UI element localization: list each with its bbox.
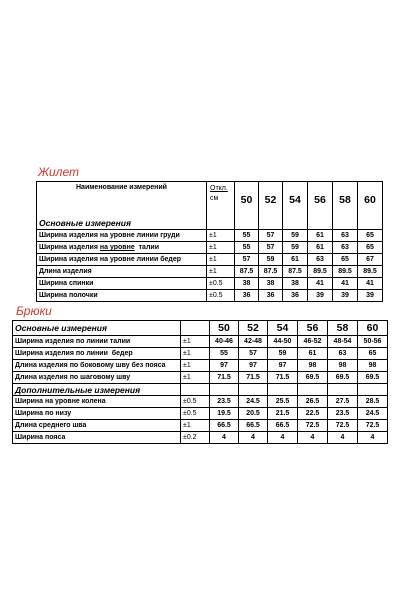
trousers-main-row-value: 71.5 [210, 372, 239, 384]
trousers-main-row-value: 44-50 [268, 336, 298, 348]
vest-row-value: 65 [333, 254, 358, 266]
vest-row-name-part: талии [134, 244, 159, 251]
trousers-extra-row-value: 22.5 [298, 408, 328, 420]
vest-group-cell [333, 217, 358, 230]
trousers-extra-row-name [13, 408, 181, 420]
vest-row [37, 278, 383, 290]
trousers-main-row-value: 69.5 [298, 372, 328, 384]
trousers-main-row-value: 71.5 [239, 372, 268, 384]
trousers-extra-row-tolerance: ±1 [181, 420, 210, 432]
trousers-extra-group-row [13, 384, 388, 396]
trousers-main-row [13, 360, 388, 372]
trousers-extra-group-cell [298, 384, 328, 396]
trousers-extra-row-value: 21.5 [268, 408, 298, 420]
vest-row-value: 55 [235, 242, 259, 254]
trousers-main-row-value: 69.5 [328, 372, 358, 384]
vest-row-value: 41 [358, 278, 383, 290]
trousers-group-label: Основные измерения [13, 321, 181, 336]
vest-header-size: 56 [308, 182, 333, 218]
trousers-extra-row-value: 66.5 [210, 420, 239, 432]
trousers-extra-row-value: 72.5 [358, 420, 388, 432]
trousers-main-row-name-part: Длина изделия по шаговому шву [15, 374, 131, 381]
vest-row [37, 290, 383, 302]
trousers-main-row-value: 40-46 [210, 336, 239, 348]
vest-row-value: 57 [259, 242, 283, 254]
vest-header-size: 58 [333, 182, 358, 218]
vest-group-cell [207, 217, 235, 230]
vest-group-cell [358, 217, 383, 230]
trousers-extra-row-value: 23.5 [210, 396, 239, 408]
trousers-extra-row-value: 19.5 [210, 408, 239, 420]
trousers-main-row-name [13, 360, 181, 372]
trousers-extra-row-value: 4 [328, 432, 358, 444]
trousers-main-row-tolerance: ±1 [181, 360, 210, 372]
vest-row [37, 242, 383, 254]
vest-row-value: 59 [283, 242, 308, 254]
trousers-extra-row-tolerance: ±0.5 [181, 396, 210, 408]
vest-header-size: 54 [283, 182, 308, 218]
vest-row-name-part: Длина изделия [39, 268, 92, 275]
trousers-main-row-value: 71.5 [268, 372, 298, 384]
trousers-extra-group-label: Дополнительные измерения [13, 384, 181, 396]
trousers-header-size: 52 [239, 321, 268, 336]
vest-header-size: 50 [235, 182, 259, 218]
trousers-extra-group-cell [328, 384, 358, 396]
trousers-extra-row-name [13, 432, 181, 444]
vest-header-size: 60 [358, 182, 383, 218]
trousers-table [12, 320, 388, 444]
trousers-extra-row-name-part: Ширина на уровне колена [15, 398, 106, 405]
vest-row [37, 266, 383, 278]
vest-row-value: 36 [259, 290, 283, 302]
trousers-header-size: 54 [268, 321, 298, 336]
trousers-main-row-value: 65 [358, 348, 388, 360]
vest-row-value: 65 [358, 242, 383, 254]
vest-row-name-part: на уровне [99, 244, 135, 251]
vest-row-value: 89.5 [308, 266, 333, 278]
trousers-main-row-value: 63 [328, 348, 358, 360]
vest-row-value: 38 [235, 278, 259, 290]
trousers-main-row-name [13, 336, 181, 348]
trousers-main-row-value: 97 [268, 360, 298, 372]
trousers-extra-row-value: 4 [268, 432, 298, 444]
trousers-main-row-value: 97 [239, 360, 268, 372]
trousers-extra-row-value: 72.5 [328, 420, 358, 432]
vest-row-tolerance: ±1 [207, 230, 235, 242]
trousers-extra-row-tolerance: ±0.5 [181, 408, 210, 420]
vest-row [37, 254, 383, 266]
vest-group-row [37, 217, 383, 230]
vest-row-name [37, 254, 207, 266]
trousers-extra-row-value: 23.5 [328, 408, 358, 420]
trousers-extra-row-tolerance: ±0.2 [181, 432, 210, 444]
vest-header-row [37, 182, 383, 218]
vest-row [37, 230, 383, 242]
trousers-main-row-value: 55 [210, 348, 239, 360]
vest-row-value: 61 [283, 254, 308, 266]
trousers-extra-row [13, 420, 388, 432]
trousers-extra-row-value: 4 [239, 432, 268, 444]
vest-group-cell [283, 217, 308, 230]
trousers-extra-row-value: 4 [298, 432, 328, 444]
trousers-main-row [13, 372, 388, 384]
trousers-extra-group-cell [358, 384, 388, 396]
trousers-extra-row-name-part: Ширина пояса [15, 434, 66, 441]
vest-row-value: 65 [358, 230, 383, 242]
vest-row-name [37, 242, 207, 254]
trousers-main-row-value: 48-54 [328, 336, 358, 348]
trousers-header-size: 50 [210, 321, 239, 336]
trousers-header-row [13, 321, 388, 336]
vest-row-name-part: Ширина изделия на уровне линии груди [39, 232, 180, 239]
trousers-main-row-tolerance: ±1 [181, 348, 210, 360]
trousers-main-row-value: 50-56 [358, 336, 388, 348]
trousers-main-row-name-part: Ширина изделия по линии бедер [15, 350, 133, 357]
trousers-extra-row [13, 396, 388, 408]
vest-row-value: 41 [333, 278, 358, 290]
trousers-extra-group-cell [268, 384, 298, 396]
trousers-extra-group-cell [181, 384, 210, 396]
trousers-extra-row-value: 66.5 [239, 420, 268, 432]
vest-row-name-part: Ширина изделия на уровне линии бедер [39, 256, 182, 263]
trousers-main-row [13, 348, 388, 360]
trousers-extra-row [13, 432, 388, 444]
trousers-extra-row-value: 72.5 [298, 420, 328, 432]
vest-row-value: 57 [235, 254, 259, 266]
trousers-header-size: 56 [298, 321, 328, 336]
vest-row-name [37, 278, 207, 290]
trousers-extra-row-value: 24.5 [239, 396, 268, 408]
trousers-extra-row-value: 20.5 [239, 408, 268, 420]
trousers-main-row-value: 57 [239, 348, 268, 360]
trousers-header-size: 58 [328, 321, 358, 336]
vest-group-label: Основные измерения [37, 217, 207, 230]
trousers-main-row [13, 336, 388, 348]
trousers-main-row-tolerance: ±1 [181, 336, 210, 348]
vest-row-value: 63 [308, 254, 333, 266]
trousers-main-row-value: 46-52 [298, 336, 328, 348]
trousers-extra-row-name [13, 396, 181, 408]
trousers-extra-row-value: 4 [358, 432, 388, 444]
trousers-main-row-value: 98 [328, 360, 358, 372]
vest-row-value: 41 [308, 278, 333, 290]
trousers-title: Брюки [16, 304, 52, 318]
trousers-extra-row [13, 408, 388, 420]
vest-row-name [37, 290, 207, 302]
vest-group-cell [259, 217, 283, 230]
vest-header-name: Наименование измерений [37, 182, 207, 218]
trousers-extra-row-value: 28.5 [358, 396, 388, 408]
trousers-extra-group-cell [239, 384, 268, 396]
trousers-extra-row-name [13, 420, 181, 432]
trousers-section [12, 305, 388, 444]
vest-row-value: 39 [308, 290, 333, 302]
trousers-main-row-value: 61 [298, 348, 328, 360]
trousers-header-tolerance [181, 321, 210, 336]
vest-header-tolerance-line1: Откл. [210, 185, 228, 192]
trousers-extra-group-cell [210, 384, 239, 396]
trousers-extra-row-value: 25.5 [268, 396, 298, 408]
vest-row-value: 39 [333, 290, 358, 302]
vest-row-name-part: Ширина изделия [39, 244, 100, 251]
trousers-header-size: 60 [358, 321, 388, 336]
trousers-extra-row-name-part: Ширина по низу [15, 410, 72, 417]
trousers-main-row-value: 97 [210, 360, 239, 372]
trousers-main-row-value: 59 [268, 348, 298, 360]
trousers-main-row-value: 69.5 [358, 372, 388, 384]
trousers-main-row-value: 42-48 [239, 336, 268, 348]
vest-header-tolerance-line2: см [210, 195, 219, 202]
vest-header-size: 52 [259, 182, 283, 218]
vest-row-value: 38 [259, 278, 283, 290]
vest-row-name [37, 230, 207, 242]
vest-row-tolerance: ±1 [207, 242, 235, 254]
vest-row-value: 55 [235, 230, 259, 242]
trousers-extra-row-value: 24.5 [358, 408, 388, 420]
vest-row-tolerance: ±1 [207, 266, 235, 278]
vest-row-value: 87.5 [235, 266, 259, 278]
vest-row-value: 57 [259, 230, 283, 242]
trousers-main-row-value: 98 [298, 360, 328, 372]
vest-row-value: 61 [308, 230, 333, 242]
vest-row-name-part: Ширина полочки [39, 292, 98, 299]
vest-row-value: 89.5 [358, 266, 383, 278]
vest-row-value: 67 [358, 254, 383, 266]
vest-group-cell [235, 217, 259, 230]
trousers-main-row-tolerance: ±1 [181, 372, 210, 384]
vest-title: Жилет [38, 165, 79, 179]
trousers-main-row-name [13, 372, 181, 384]
vest-row-name [37, 266, 207, 278]
vest-section [36, 166, 383, 302]
trousers-extra-row-value: 27.5 [328, 396, 358, 408]
vest-header-tolerance [207, 182, 235, 218]
trousers-extra-row-name-part: Длина среднего шва [15, 422, 87, 429]
vest-row-value: 59 [259, 254, 283, 266]
vest-row-tolerance: ±0.5 [207, 278, 235, 290]
vest-row-tolerance: ±1 [207, 254, 235, 266]
vest-group-cell [308, 217, 333, 230]
vest-row-value: 63 [333, 242, 358, 254]
vest-row-value: 87.5 [283, 266, 308, 278]
trousers-main-row-value: 98 [358, 360, 388, 372]
vest-row-name-part: Ширина спинки [39, 280, 94, 287]
vest-row-value: 59 [283, 230, 308, 242]
trousers-main-row-name [13, 348, 181, 360]
vest-row-value: 36 [235, 290, 259, 302]
vest-table [36, 181, 383, 302]
vest-row-value: 87.5 [259, 266, 283, 278]
vest-row-value: 63 [333, 230, 358, 242]
vest-row-tolerance: ±0.5 [207, 290, 235, 302]
trousers-extra-row-value: 26.5 [298, 396, 328, 408]
vest-row-value: 36 [283, 290, 308, 302]
trousers-main-row-name-part: Ширина изделия по линии талии [15, 338, 131, 345]
vest-row-value: 61 [308, 242, 333, 254]
vest-row-value: 38 [283, 278, 308, 290]
vest-row-value: 39 [358, 290, 383, 302]
trousers-extra-row-value: 66.5 [268, 420, 298, 432]
trousers-extra-row-value: 4 [210, 432, 239, 444]
trousers-main-row-name-part: Длина изделия по боковому шву без пояса [15, 362, 166, 369]
vest-row-value: 89.5 [333, 266, 358, 278]
